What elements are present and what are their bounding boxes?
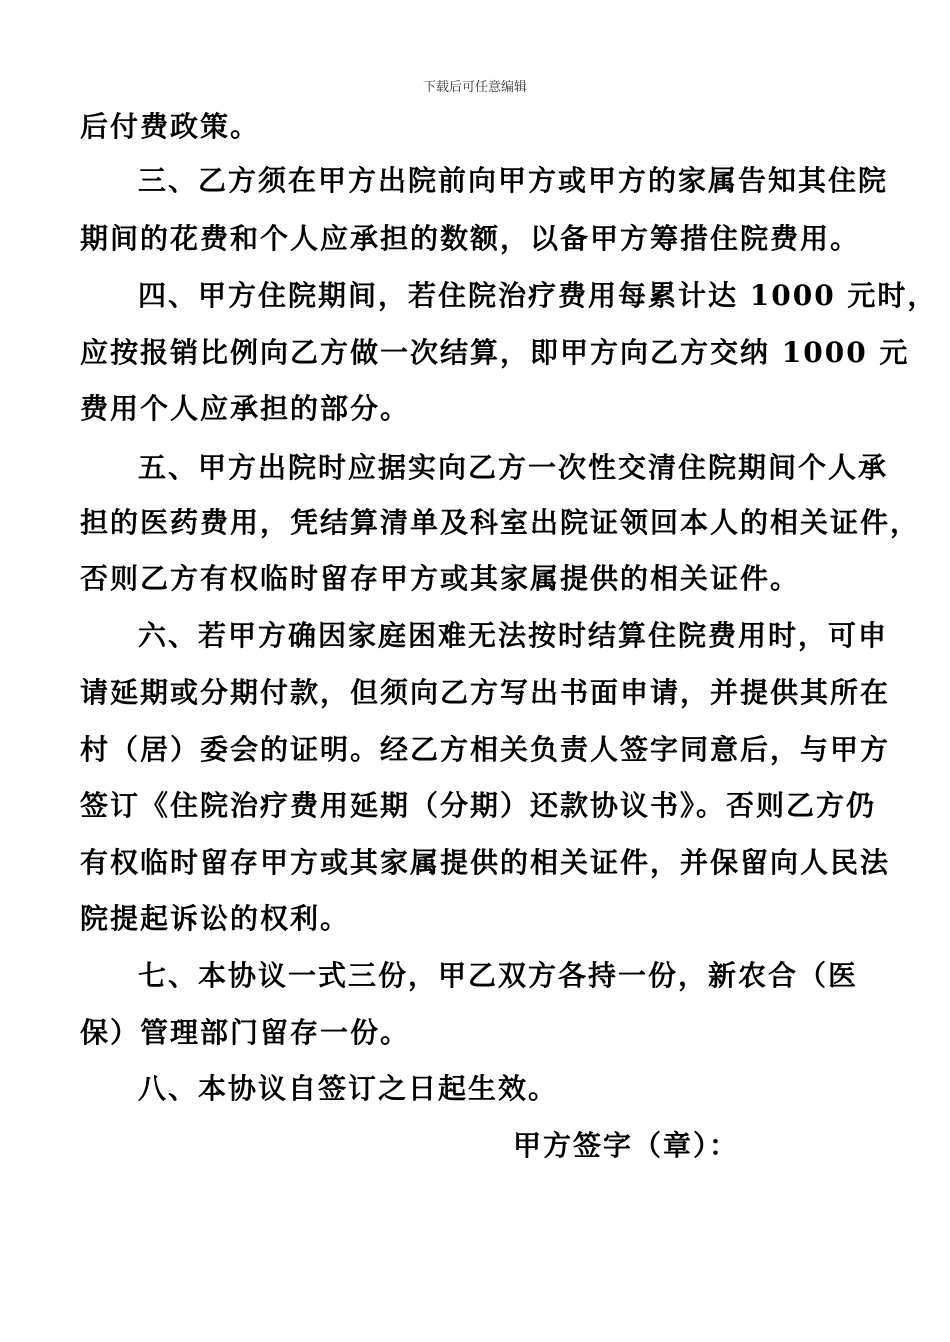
paragraph-line: 四、甲方住院期间，若住院治疗费用每累计达 1000 元时， bbox=[138, 279, 938, 312]
paragraph-line: 有权临时留存甲方或其家属提供的相关证件，并保留向人民法 bbox=[80, 846, 891, 879]
paragraph-line: 费用个人应承担的部分。 bbox=[80, 392, 411, 425]
paragraph-line: 否则乙方有权临时留存甲方或其家属提供的相关证件。 bbox=[80, 562, 801, 595]
paragraph-line: 担的医药费用，凭结算清单及科室出院证领回本人的相关证件， bbox=[80, 506, 921, 539]
paragraph-line: 村（居）委会的证明。经乙方相关负责人签字同意后，与甲方 bbox=[80, 733, 891, 766]
paragraph-line: 保）管理部门留存一份。 bbox=[80, 1016, 411, 1049]
paragraph-line: 期间的花费和个人应承担的数额，以备甲方筹措住院费用。 bbox=[80, 222, 861, 255]
paragraph-line: 应按报销比例向乙方做一次结算，即甲方向乙方交纳 1000 元 bbox=[80, 336, 910, 369]
paragraph-line: 院提起诉讼的权利。 bbox=[80, 902, 351, 935]
paragraph-line: 三、乙方须在甲方出院前向甲方或甲方的家属告知其住院 bbox=[138, 164, 889, 197]
paragraph-line: 八、本协议自签订之日起生效。 bbox=[138, 1072, 559, 1105]
paragraph-line: 请延期或分期付款，但须向乙方写出书面申请，并提供其所在 bbox=[80, 676, 891, 709]
page-header: 下载后可任意编辑 bbox=[422, 80, 527, 95]
paragraph-line: 五、甲方出院时应据实向乙方一次性交清住院期间个人承 bbox=[138, 451, 889, 484]
paragraph-line: 七、本协议一式三份，甲乙双方各持一份，新农合（医 bbox=[138, 959, 859, 992]
paragraph-line: 签订《住院治疗费用延期（分期）还款协议书》。否则乙方仍 bbox=[80, 789, 877, 822]
paragraph-line: 六、若甲方确因家庭困难无法按时结算住院费用时，可申 bbox=[138, 619, 889, 652]
signature-label: 甲方签字（章）： bbox=[513, 1129, 740, 1162]
paragraph-line: 后付费政策。 bbox=[80, 110, 261, 143]
